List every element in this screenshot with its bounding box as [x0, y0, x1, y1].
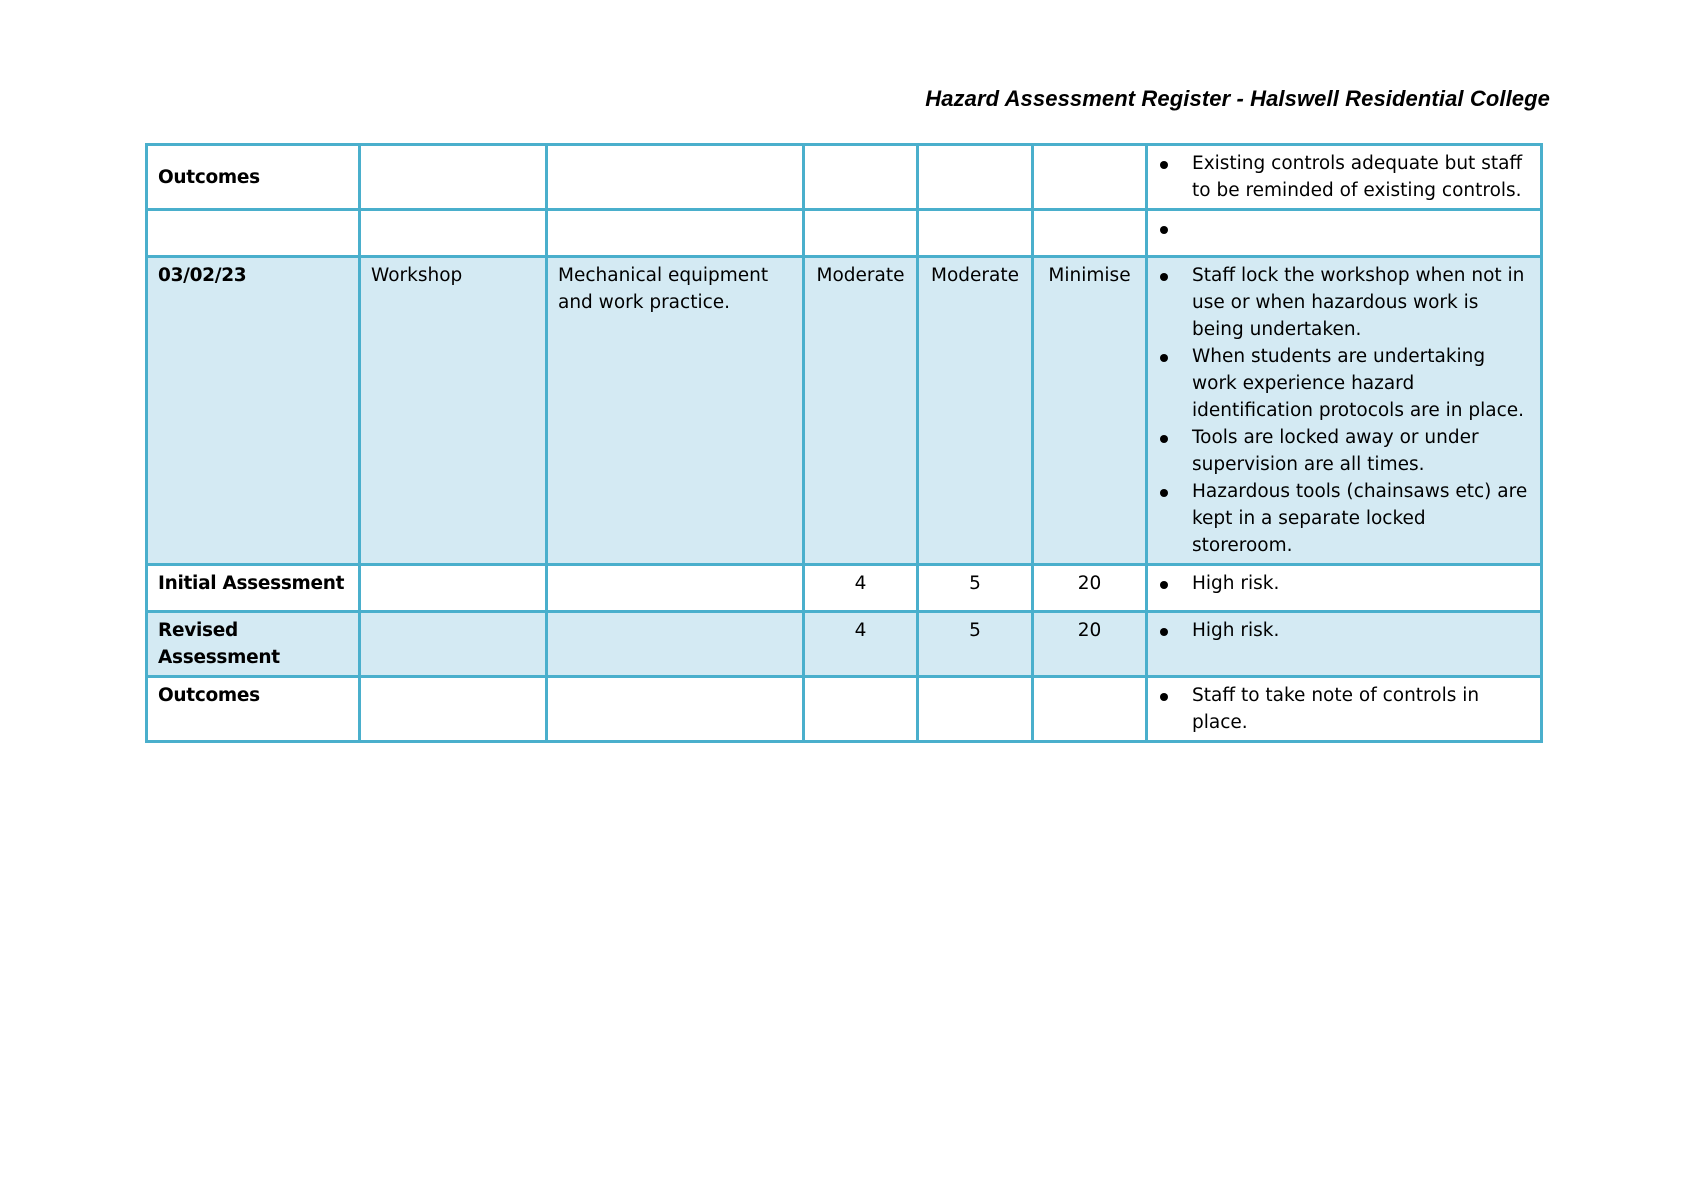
hazard-register-table	[145, 143, 1543, 743]
action-cell: 20	[1033, 565, 1147, 612]
controls-list	[1148, 682, 1532, 736]
controls-list	[1148, 150, 1532, 204]
controls-list	[1148, 215, 1532, 242]
row-label-cell: 03/02/23	[147, 257, 360, 565]
control-item: When students are undertaking work experience hazard identification protocols are in place.	[1148, 343, 1532, 424]
consequence-cell	[918, 677, 1033, 742]
control-item: High risk.	[1148, 570, 1532, 597]
table-row	[147, 677, 1542, 742]
location-cell	[360, 145, 547, 210]
row-label-cell	[147, 210, 360, 257]
likelihood-cell	[804, 145, 918, 210]
controls-list	[1148, 617, 1532, 644]
action-cell	[1033, 210, 1147, 257]
location-cell	[360, 210, 547, 257]
controls-cell	[1147, 257, 1542, 565]
consequence-cell: 5	[918, 612, 1033, 677]
action-cell: Minimise	[1033, 257, 1147, 565]
location-cell	[360, 612, 547, 677]
controls-cell	[1147, 612, 1542, 677]
table-row	[147, 257, 1542, 565]
table-row	[147, 565, 1542, 612]
hazard-cell: Mechanical equipment and work practice.	[547, 257, 804, 565]
action-cell: 20	[1033, 612, 1147, 677]
controls-cell	[1147, 210, 1542, 257]
controls-list	[1148, 262, 1532, 559]
consequence-cell	[918, 210, 1033, 257]
table-row	[147, 210, 1542, 257]
control-item: High risk.	[1148, 617, 1532, 644]
consequence-cell: Moderate	[918, 257, 1033, 565]
row-label-cell: Revised Assessment	[147, 612, 360, 677]
controls-cell	[1147, 145, 1542, 210]
hazard-cell	[547, 210, 804, 257]
control-item: Staff to take note of controls in place.	[1148, 682, 1532, 736]
row-label-cell: Outcomes	[147, 677, 360, 742]
document-header-title: Hazard Assessment Register - Halswell Residential College	[925, 86, 1550, 111]
controls-list	[1148, 570, 1532, 597]
table-row	[147, 612, 1542, 677]
hazard-cell	[547, 677, 804, 742]
location-cell	[360, 565, 547, 612]
consequence-cell	[918, 145, 1033, 210]
control-item	[1148, 215, 1532, 242]
control-item: Existing controls adequate but staff to be reminded of existing controls.	[1148, 150, 1532, 204]
hazard-cell	[547, 145, 804, 210]
row-label-cell: Outcomes	[147, 145, 360, 210]
likelihood-cell: 4	[804, 565, 918, 612]
likelihood-cell: 4	[804, 612, 918, 677]
likelihood-cell: Moderate	[804, 257, 918, 565]
hazard-cell	[547, 612, 804, 677]
hazard-cell	[547, 565, 804, 612]
consequence-cell: 5	[918, 565, 1033, 612]
action-cell	[1033, 145, 1147, 210]
location-cell: Workshop	[360, 257, 547, 565]
control-item: Hazardous tools (chainsaws etc) are kept in a separate locked storeroom.	[1148, 478, 1532, 559]
likelihood-cell	[804, 210, 918, 257]
row-label-cell: Initial Assessment	[147, 565, 360, 612]
likelihood-cell	[804, 677, 918, 742]
control-item: Staff lock the workshop when not in use or when hazardous work is being undertaken.	[1148, 262, 1532, 343]
control-item: Tools are locked away or under supervision are all times.	[1148, 424, 1532, 478]
table-row	[147, 145, 1542, 210]
location-cell	[360, 677, 547, 742]
action-cell	[1033, 677, 1147, 742]
controls-cell	[1147, 677, 1542, 742]
controls-cell	[1147, 565, 1542, 612]
